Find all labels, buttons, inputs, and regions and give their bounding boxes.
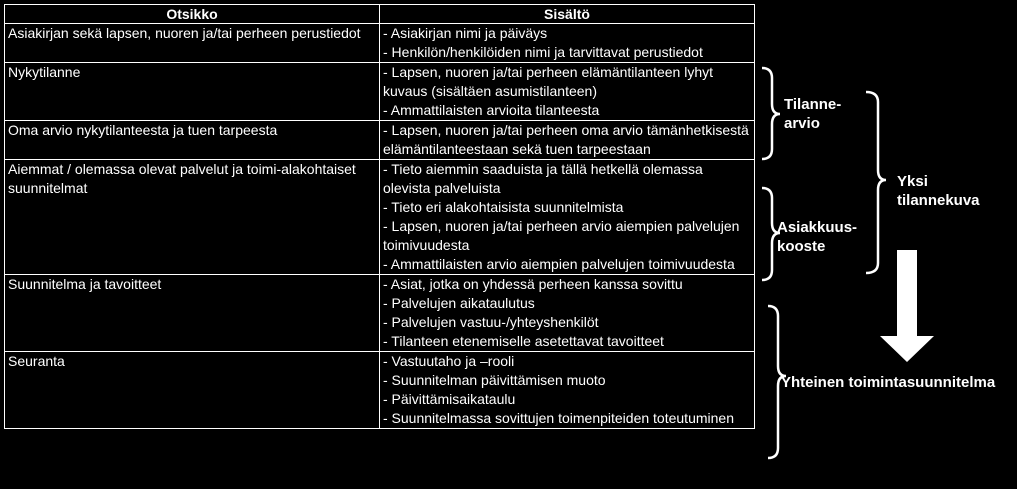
label-asiakkuuskooste: Asiakkuus- kooste (777, 219, 858, 255)
content-item: - Ammattilaisten arvioita tilanteesta (383, 102, 600, 118)
content-item: - Tieto aiemmin saaduista ja tällä hetkellä olemassa olevista palveluista (383, 161, 703, 196)
row-title: Asiakirjan sekä lapsen, nuoren ja/tai perheen perustiedot (5, 24, 380, 63)
content-item: - Tilanteen etenemiselle asetettavat tavoitteet (383, 333, 664, 349)
row-title: Aiemmat / olemassa olevat palvelut ja toimi-alakohtaiset suunnitelmat (5, 160, 380, 275)
content-item: - Palvelujen vastuu-/yhteyshenkilöt (383, 314, 599, 330)
content-item: - Suunnitelmassa sovittujen toimenpiteiden toteutuminen (383, 410, 734, 426)
row-title: Oma arvio nykytilanteesta ja tuen tarpeesta (5, 121, 380, 160)
content-item: - Henkilön/henkilöiden nimi ja tarvittavat perustiedot (383, 44, 703, 60)
down-arrow (880, 250, 934, 362)
content-item: - Suunnitelman päivittämisen muoto (383, 372, 606, 388)
row-title: Seuranta (5, 352, 380, 429)
content-item: - Asiakirjan nimi ja päiväys (383, 25, 548, 41)
content-item: - Päivittämisaikataulu (383, 391, 516, 407)
content-item: - Lapsen, nuoren ja/tai perheen arvio aiempien palvelujen toimivuudesta (383, 218, 740, 253)
bracket-tilannearvio (762, 68, 780, 159)
content-item: - Tieto eri alakohtaisista suunnitelmista (383, 199, 624, 215)
header-otsikko: Otsikko (5, 5, 380, 24)
content-item: - Asiat, jotka on yhdessä perheen kanssa sovittu (383, 276, 683, 292)
label-yksi-tilannekuva: Yksi tilannekuva (897, 173, 980, 209)
label-yhteinen-toimintasuunnitelma: Yhteinen toimintasuunnitelma (781, 374, 996, 391)
header-sisalto: Sisältö (380, 5, 755, 24)
label-tilannearvio: Tilanne- arvio (784, 96, 842, 132)
row-title: Suunnitelma ja tavoitteet (5, 275, 380, 352)
content-item: - Palvelujen aikataulutus (383, 295, 535, 311)
content-item: - Vastuutaho ja –rooli (383, 353, 515, 369)
bracket-yksi-tilannekuva (866, 92, 886, 273)
content-item: - Ammattilaisten arvio aiempien palvelujen toimivuudesta (383, 256, 735, 272)
row-title: Nykytilanne (5, 63, 380, 121)
content-item: - Lapsen, nuoren ja/tai perheen elämäntilanteen lyhyt kuvaus (sisältäen asumistilanteen) (383, 64, 713, 99)
content-item: - Lapsen, nuoren ja/tai perheen oma arvio tämänhetkisestä elämäntilanteestaan sekä tuen tarpeestaan (383, 122, 749, 157)
